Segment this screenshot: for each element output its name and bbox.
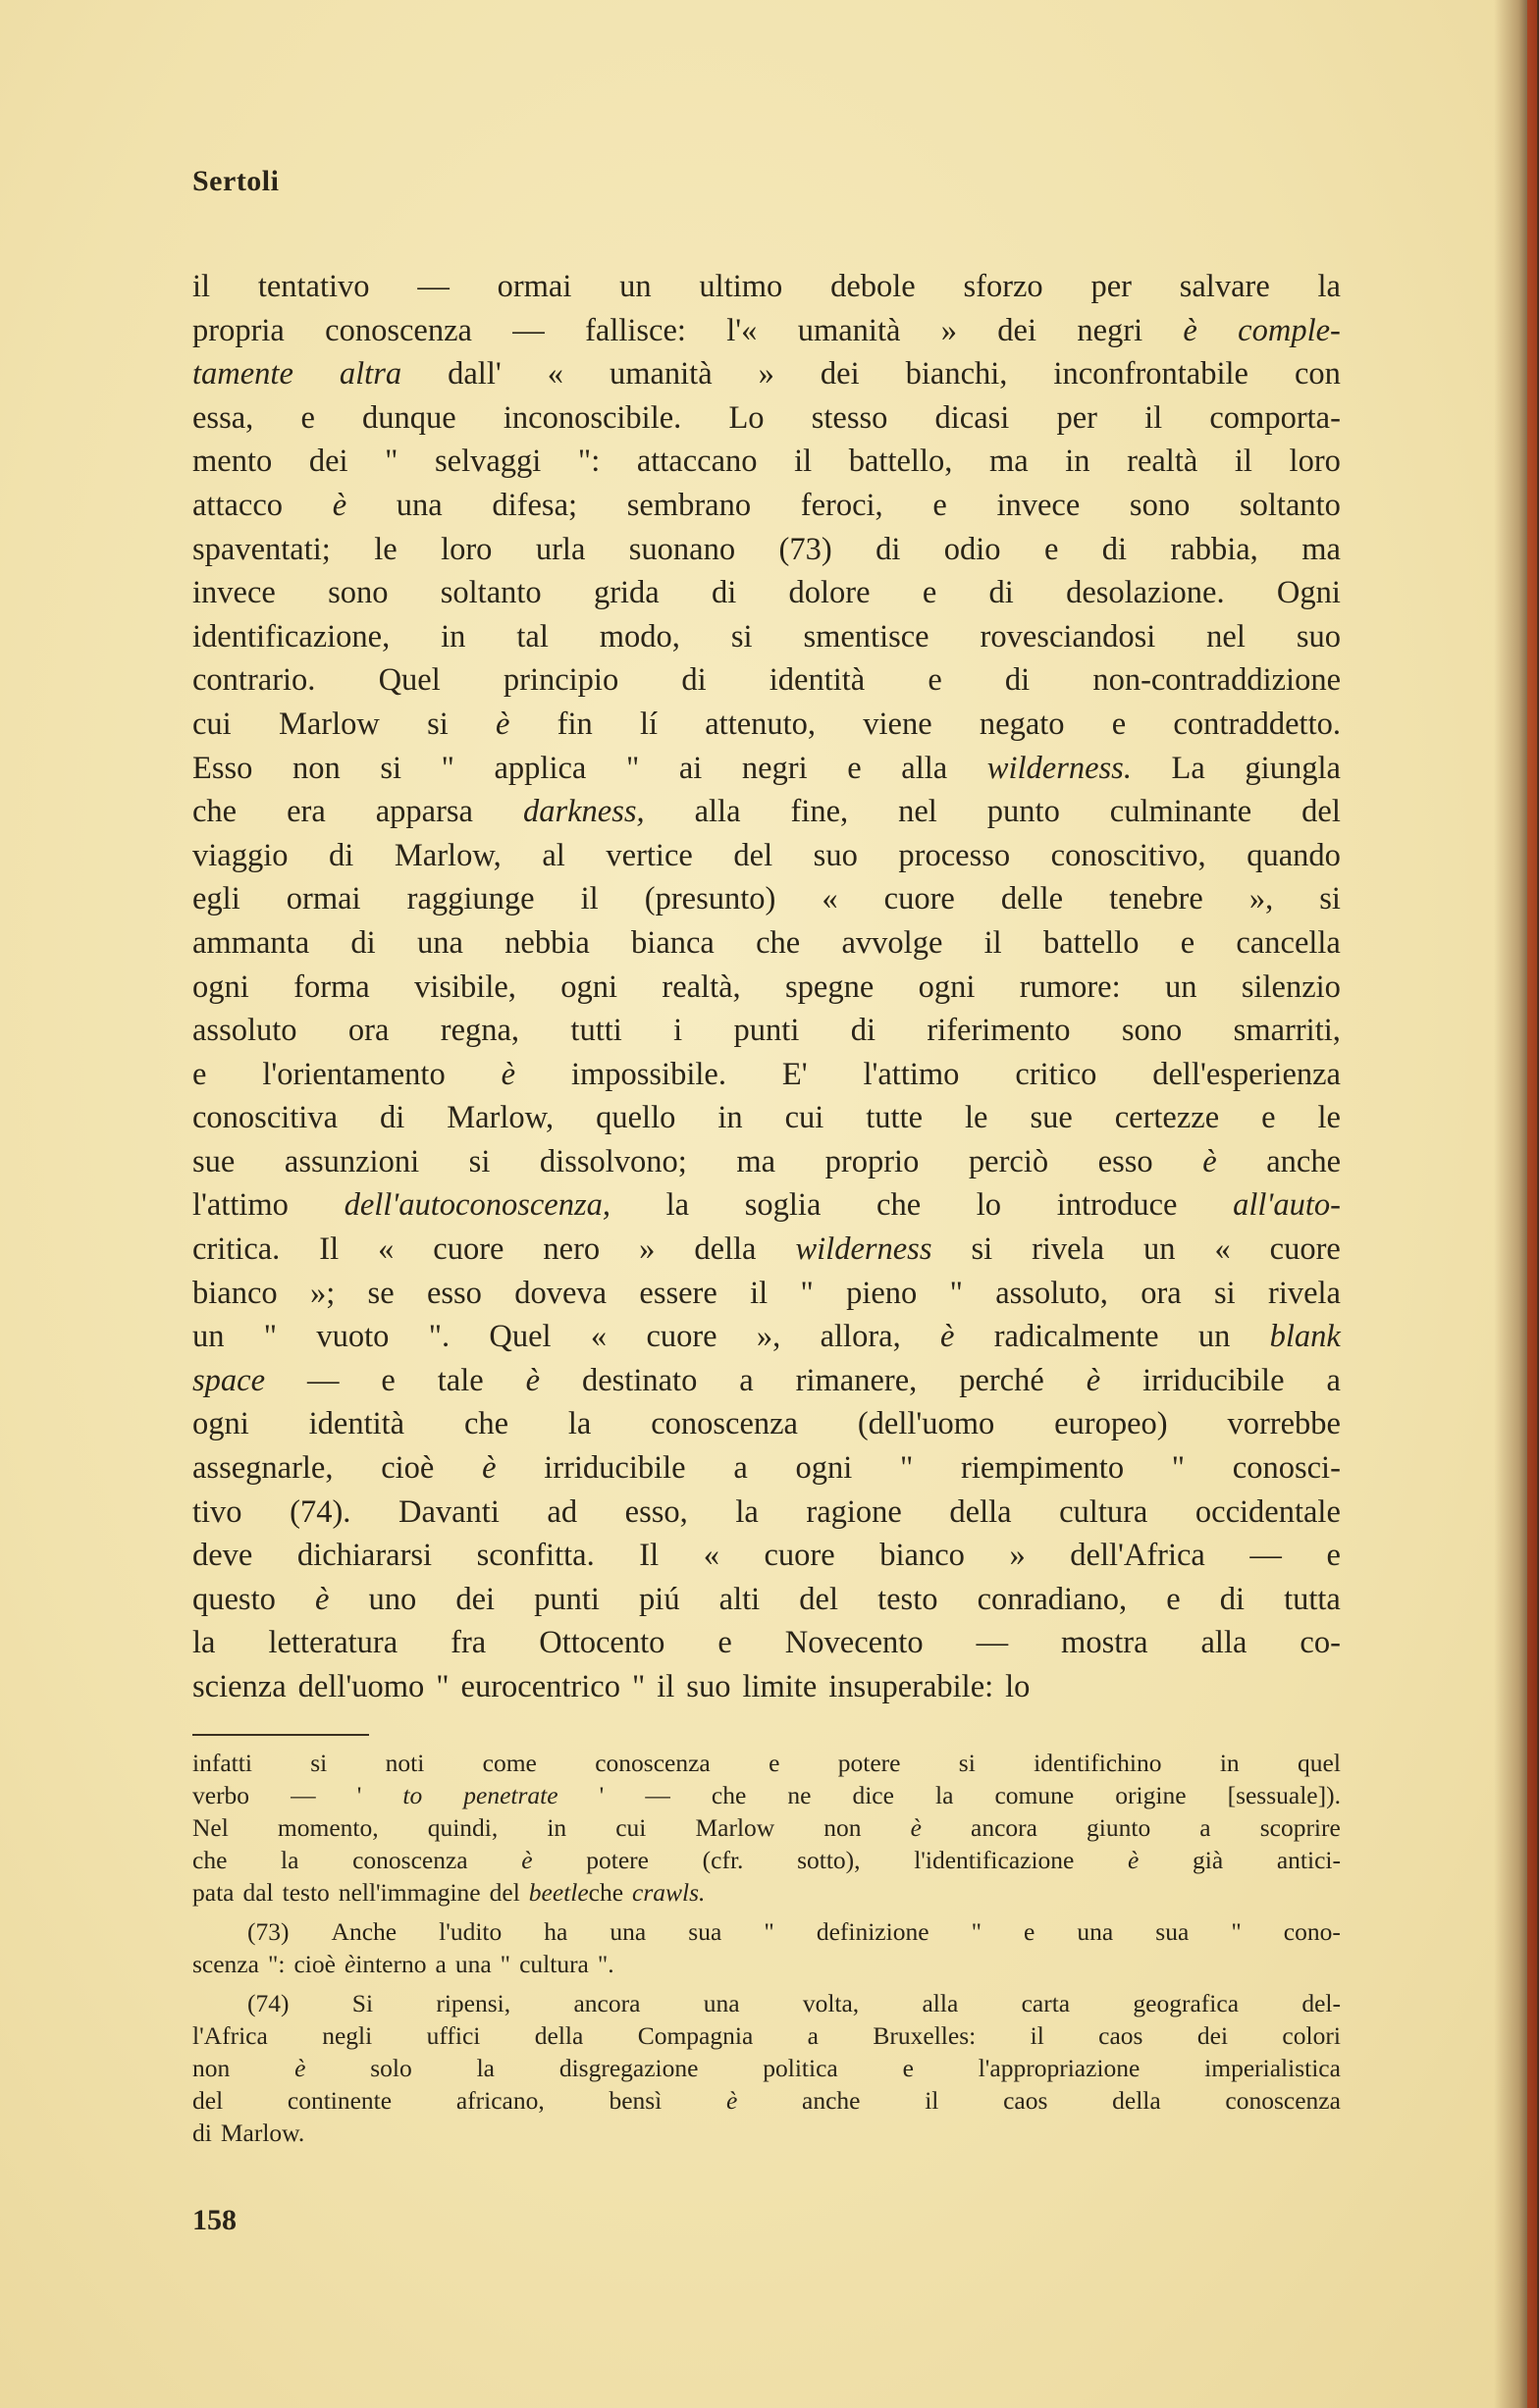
body-line: il tentativo — ormai un ultimo debole sforzo per salvare la — [192, 269, 1341, 304]
body-line: spaventati; le loro urla suonano (73) di odio e di rabbia, ma — [192, 531, 1341, 567]
running-head: Sertoli — [192, 165, 280, 197]
footnote-line: del continente africano, bensì è anche il caos della conoscenza — [192, 2086, 1341, 2115]
body-text — [192, 265, 1341, 1709]
body-line: tamente altra dall' « umanità » dei bianchi, inconfrontabile con — [192, 356, 1341, 393]
page-edge-stain — [1527, 0, 1537, 2408]
body-line: propria conoscenza — fallisce: l'« umanità » dei negri è comple- — [192, 312, 1341, 348]
body-line: e l'orientamento è impossibile. E' l'attimo critico dell'esperienza — [192, 1056, 1341, 1092]
body-line: identificazione, in tal modo, si smentisce rovesciandosi nel suo — [192, 618, 1341, 654]
body-line: cui Marlow si è fin lí attenuto, viene negato e contraddetto. — [192, 706, 1341, 742]
footnote-rule — [192, 1734, 369, 1736]
body-line: Esso non si " applica " ai negri e alla wilderness. La giungla — [192, 750, 1341, 786]
body-line: mento dei " selvaggi ": attaccano il battello, ma in realtà il loro — [192, 444, 1341, 480]
footnote-line: l'Africa negli uffici della Compagnia a Bruxelles: il caos dei colori — [192, 2021, 1341, 2050]
body-line: critica. Il « cuore nero » della wilderness si rivela un « cuore — [192, 1231, 1341, 1268]
body-line: un " vuoto ". Quel « cuore », allora, è radicalmente un blank — [192, 1319, 1341, 1355]
footnote-line: (73) Anche l'udito ha una sua " definizione " e una sua " cono- — [247, 1917, 1341, 1946]
footnote-line: che la conoscenza è potere (cfr. sotto), l'identificazione è già antici- — [192, 1846, 1341, 1874]
body-line: sue assunzioni si dissolvono; ma proprio perciò esso è anche — [192, 1143, 1341, 1179]
body-line: conoscitiva di Marlow, quello in cui tutte le sue certezze e le — [192, 1100, 1341, 1136]
footnote-line: scenza ": cioè è interno a una " cultura ". — [192, 1950, 614, 1978]
body-line: ogni identità che la conoscenza (dell'uomo europeo) vorrebbe — [192, 1406, 1341, 1442]
footnote-line: non è solo la disgregazione politica e l'appropriazione imperialistica — [192, 2054, 1341, 2082]
footnotes — [192, 1747, 1341, 2149]
footnote-line: pata dal testo nell'immagine del beetle che crawls. — [192, 1878, 706, 1907]
body-line: bianco »; se esso doveva essere il " pieno " assoluto, ora si rivela — [192, 1275, 1341, 1311]
body-line: contrario. Quel principio di identità e di non-contraddizione — [192, 662, 1341, 699]
footnote-line: (74) Si ripensi, ancora una volta, alla carta geografica del- — [247, 1989, 1341, 2017]
body-line: egli ormai raggiunge il (presunto) « cuore delle tenebre », si — [192, 881, 1341, 917]
body-line: la letteratura fra Ottocento e Novecento — mostra alla co- — [192, 1625, 1341, 1661]
body-line: assegnarle, cioè è irriducibile a ogni " riempimento " conosci- — [192, 1450, 1341, 1487]
body-line: deve dichiararsi sconfitta. Il « cuore bianco » dell'Africa — e — [192, 1538, 1341, 1574]
footnote-73 — [192, 1915, 1341, 1980]
body-line: tivo (74). Davanti ad esso, la ragione della cultura occidentale — [192, 1493, 1341, 1530]
body-line: essa, e dunque inconoscibile. Lo stesso dicasi per il comporta- — [192, 399, 1341, 436]
footnote-74 — [192, 1987, 1341, 2149]
body-line: space — e tale è destinato a rimanere, perché è irriducibile a — [192, 1362, 1341, 1398]
body-line: viaggio di Marlow, al vertice del suo processo conoscitivo, quando — [192, 837, 1341, 873]
body-line: scienza dell'uomo " eurocentrico " il suo limite insuperabile: lo — [192, 1669, 1031, 1704]
footnote-line: di Marlow. — [192, 2119, 305, 2147]
body-line: ammanta di una nebbia bianca che avvolge il battello e cancella — [192, 924, 1341, 961]
footnote-continuation — [192, 1747, 1341, 1909]
page-number: 158 — [192, 2204, 237, 2236]
body-line: attacco è una difesa; sembrano feroci, e invece sono soltanto — [192, 487, 1341, 523]
body-line: che era apparsa darkness, alla fine, nel punto culminante del — [192, 794, 1341, 830]
body-line: assoluto ora regna, tutti i punti di riferimento sono smarriti, — [192, 1013, 1341, 1049]
footnote-line: Nel momento, quindi, in cui Marlow non è ancora giunto a scoprire — [192, 1813, 1341, 1842]
footnote-line: infatti si noti come conoscenza e potere si identifichino in quel — [192, 1749, 1341, 1777]
body-line: ogni forma visibile, ogni realtà, spegne ogni rumore: un silenzio — [192, 968, 1341, 1005]
body-line: questo è uno dei punti piú alti del testo conradiano, e di tutta — [192, 1581, 1341, 1617]
body-line: invece sono soltanto grida di dolore e di desolazione. Ogni — [192, 575, 1341, 611]
footnote-line: verbo — ' to penetrate ' — che ne dice la comune origine [sessuale]). — [192, 1781, 1341, 1809]
body-line: l'attimo dell'autoconoscenza, la soglia che lo introduce all'auto- — [192, 1187, 1341, 1224]
